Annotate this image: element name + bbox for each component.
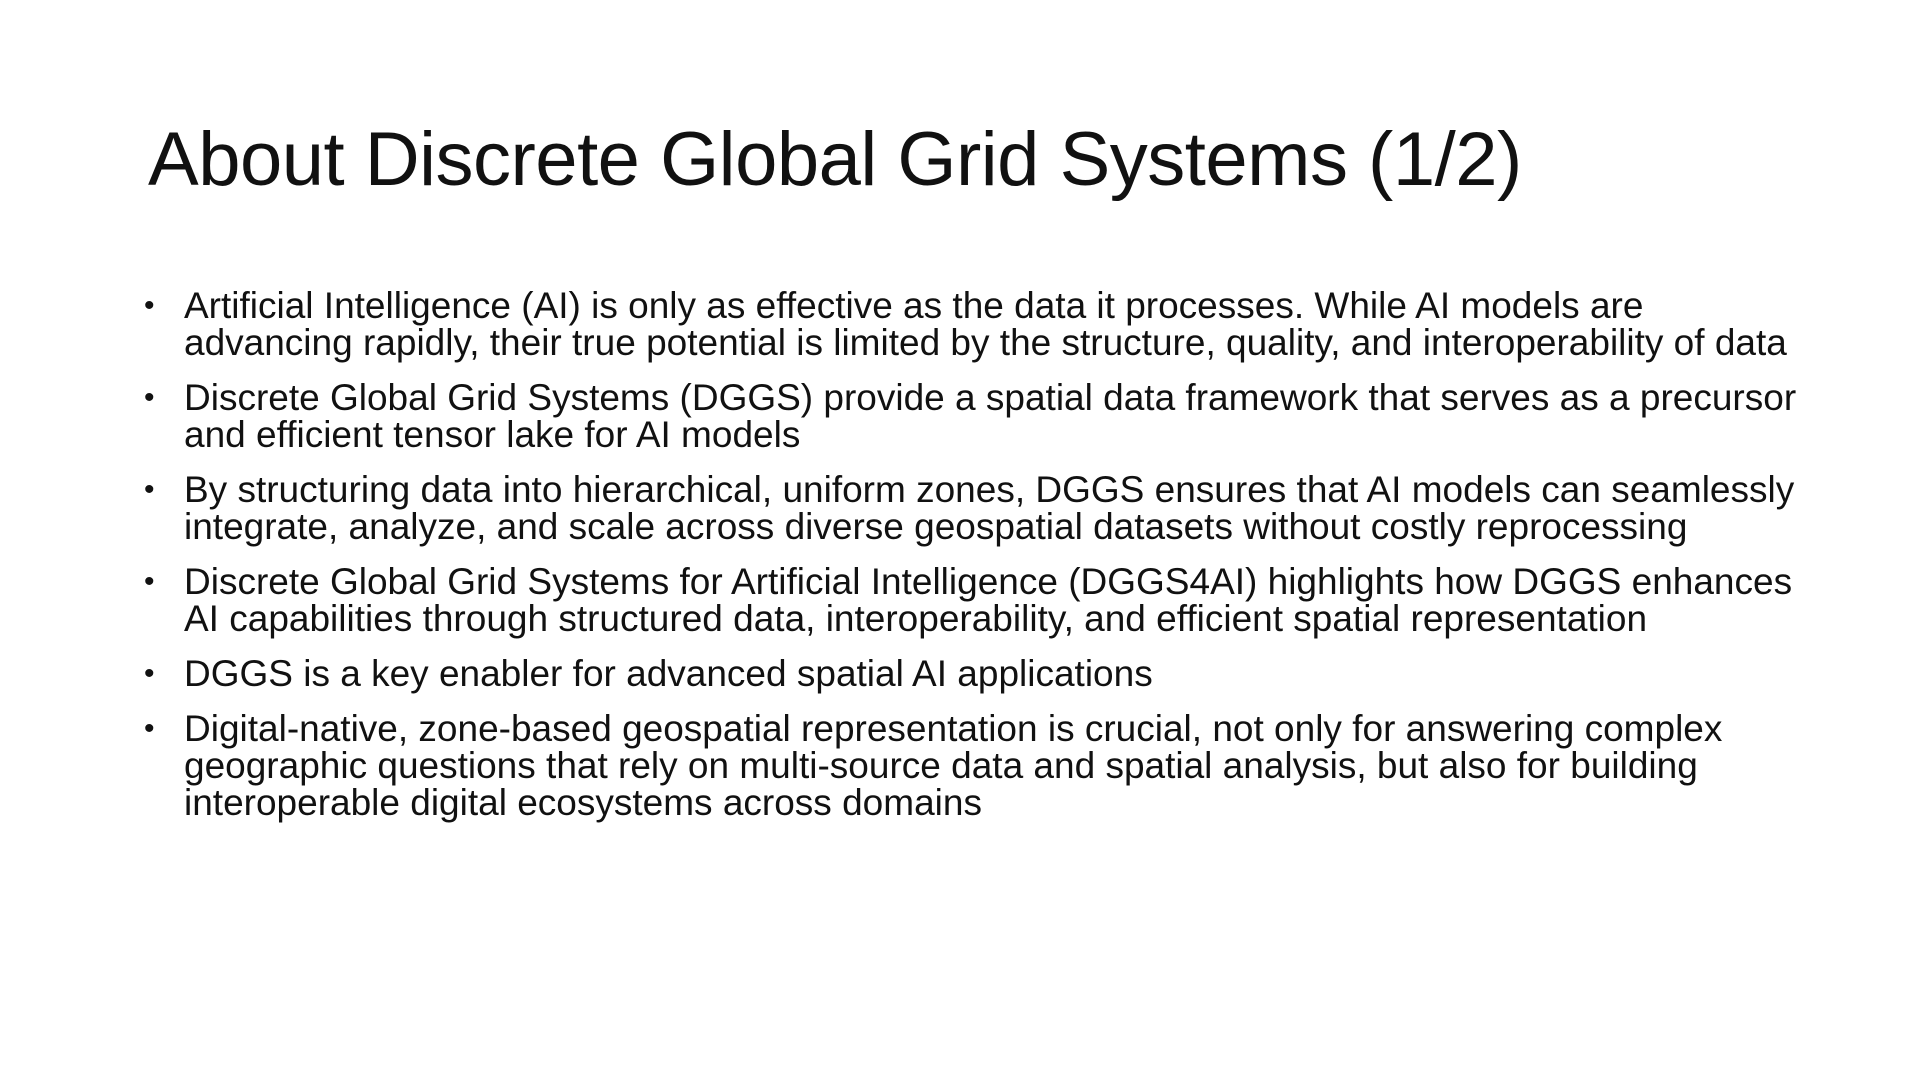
bullet-icon: • bbox=[144, 289, 155, 322]
bullet-text: Discrete Global Grid Systems (DGGS) provide a spatial data framework that serves as a precursor and efficient tensor lake for AI models bbox=[184, 377, 1797, 455]
bullet-item bbox=[144, 287, 1804, 361]
bullet-item bbox=[144, 563, 1804, 637]
bullet-icon: • bbox=[144, 657, 155, 690]
bullet-text: Digital-native, zone-based geospatial representation is crucial, not only for answering complex geographic questions that rely on multi-source data and spatial analysis, but also for building interoperable digital ecosystems across domains bbox=[184, 708, 1723, 823]
slide-title: About Discrete Global Grid Systems (1/2) bbox=[148, 117, 1522, 202]
bullet-icon: • bbox=[144, 565, 155, 598]
bullet-text: By structuring data into hierarchical, uniform zones, DGGS ensures that AI models can seamlessly integrate, analyze, and scale across diverse geospatial datasets without costly reprocessing bbox=[184, 469, 1795, 547]
bullet-icon: • bbox=[144, 473, 155, 506]
bullet-list bbox=[144, 287, 1804, 839]
bullet-item bbox=[144, 710, 1804, 821]
bullet-icon: • bbox=[144, 381, 155, 414]
bullet-item bbox=[144, 471, 1804, 545]
bullet-item bbox=[144, 379, 1804, 453]
bullet-item bbox=[144, 655, 1804, 692]
bullet-icon: • bbox=[144, 712, 155, 745]
bullet-text: DGGS is a key enabler for advanced spatial AI applications bbox=[184, 653, 1153, 694]
bullet-text: Discrete Global Grid Systems for Artificial Intelligence (DGGS4AI) highlights how DGGS enhances AI capabilities through structured data, interoperability, and efficient spatial representation bbox=[184, 561, 1793, 639]
bullet-text: Artificial Intelligence (AI) is only as effective as the data it processes. While AI models are advancing rapidly, their true potential is limited by the structure, quality, and interoperability of data bbox=[184, 285, 1787, 363]
